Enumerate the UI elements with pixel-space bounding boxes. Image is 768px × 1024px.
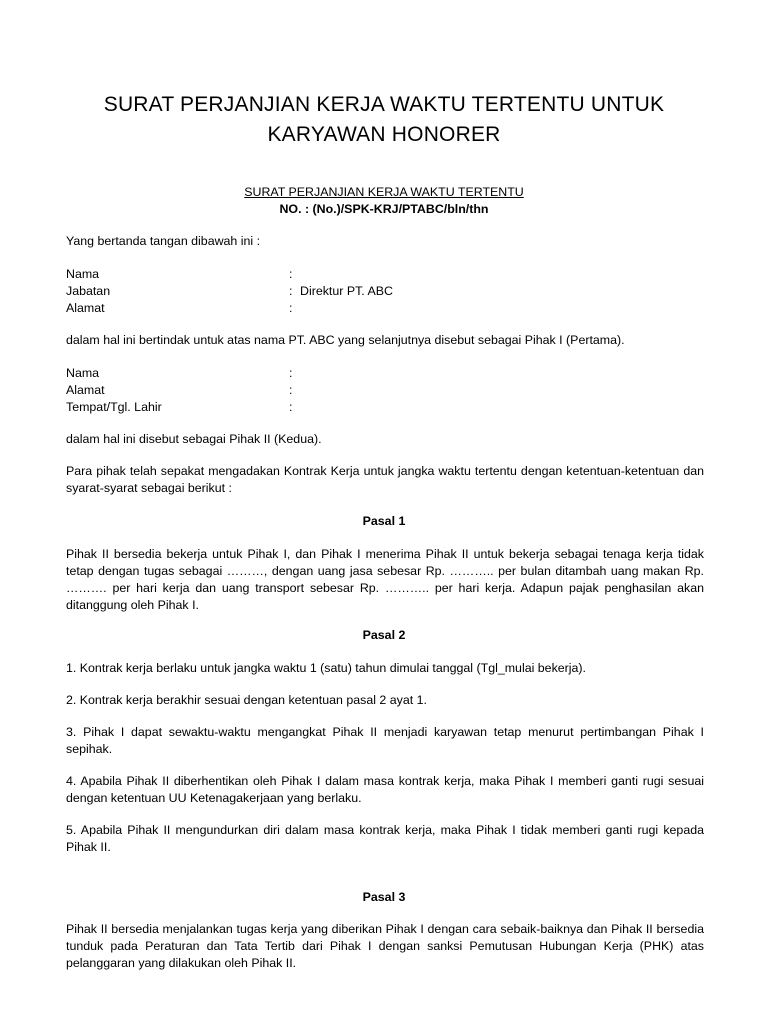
title-line-1: SURAT PERJANJIAN KERJA WAKTU TERTENTU UNTUK bbox=[103, 93, 665, 116]
agreement-paragraph: Para pihak telah sepakat mengadakan Kontrak Kerja untuk jangka waktu tertentu dengan ketentuan-ketentuan dan syarat-syarat sebagai berikut : bbox=[66, 464, 704, 495]
field-colon: : bbox=[289, 284, 293, 298]
field-value: Direktur PT. ABC bbox=[300, 284, 393, 298]
pasal-1-heading: Pasal 1 bbox=[362, 514, 406, 528]
document-number: NO. : (No.)/SPK-KRJ/PTABC/bln/thn bbox=[279, 202, 489, 216]
field-colon: : bbox=[289, 366, 293, 380]
field-colon: : bbox=[289, 267, 293, 281]
party1-statement: dalam hal ini bertindak untuk atas nama PT. ABC yang selanjutnya disebut sebagai Pihak I (Pertama). bbox=[66, 333, 625, 347]
pasal-3-paragraph: Pihak II bersedia menjalankan tugas kerja yang diberikan Pihak I dengan cara sebaik-baiknya dan Pihak II bersedia tunduk pada Peraturan dan Tata Tertib dari Pihak I dengan sanksi Pemutusan Hubungan Kerja (PHK) atas pelanggaran yang dilakukan oleh Pihak II. bbox=[66, 922, 704, 970]
party2-statement: dalam hal ini disebut sebagai Pihak II (Kedua). bbox=[66, 432, 322, 446]
field-colon: : bbox=[289, 383, 293, 397]
pasal-2-item-4: 4. Apabila Pihak II diberhentikan oleh Pihak I dalam masa kontrak kerja, maka Pihak I memberi ganti rugi sesuai dengan ketentuan UU Ketenagakerjaan yang berlaku. bbox=[66, 774, 704, 805]
document-title bbox=[60, 90, 708, 150]
field-label: Alamat bbox=[66, 301, 105, 315]
pasal-2-item-5: 5. Apabila Pihak II mengundurkan diri dalam masa kontrak kerja, maka Pihak I tidak memberi ganti rugi kepada Pihak II. bbox=[66, 823, 704, 854]
field-colon: : bbox=[289, 400, 293, 414]
field-label: Jabatan bbox=[66, 284, 111, 298]
pasal-2-item-1: 1. Kontrak kerja berlaku untuk jangka waktu 1 (satu) tahun dimulai tanggal (Tgl_mulai bekerja). bbox=[66, 661, 586, 675]
pasal-1-paragraph: Pihak II bersedia bekerja untuk Pihak I, dan Pihak I menerima Pihak II untuk bekerja sebagai tenaga kerja tidak tetap dengan tugas sebagai ………, dengan uang jasa sebesar Rp. ……….. per bulan ditambah uang makan Rp. ………. per hari kerja dan uang transport sebesar Rp. ……….. per hari kerja. Adapun pajak penghasilan akan ditanggung oleh Pihak I. bbox=[66, 547, 704, 612]
intro-text: Yang bertanda tangan dibawah ini : bbox=[66, 234, 261, 248]
pasal-2-item-2: 2. Kontrak kerja berakhir sesuai dengan ketentuan pasal 2 ayat 1. bbox=[66, 693, 427, 707]
title-line-2: KARYAWAN HONORER bbox=[267, 123, 501, 146]
pasal-2-heading: Pasal 2 bbox=[362, 628, 406, 642]
field-label: Nama bbox=[66, 267, 100, 281]
field-label: Tempat/Tgl. Lahir bbox=[66, 400, 162, 414]
pasal-3-heading: Pasal 3 bbox=[362, 890, 406, 904]
pasal-2-item-3: 3. Pihak I dapat sewaktu-waktu mengangkat Pihak II menjadi karyawan tetap menurut pertimbangan Pihak I sepihak. bbox=[66, 725, 704, 756]
field-colon: : bbox=[289, 301, 293, 315]
document-subtitle: SURAT PERJANJIAN KERJA WAKTU TERTENTU bbox=[244, 185, 524, 199]
field-label: Nama bbox=[66, 366, 100, 380]
field-label: Alamat bbox=[66, 383, 105, 397]
